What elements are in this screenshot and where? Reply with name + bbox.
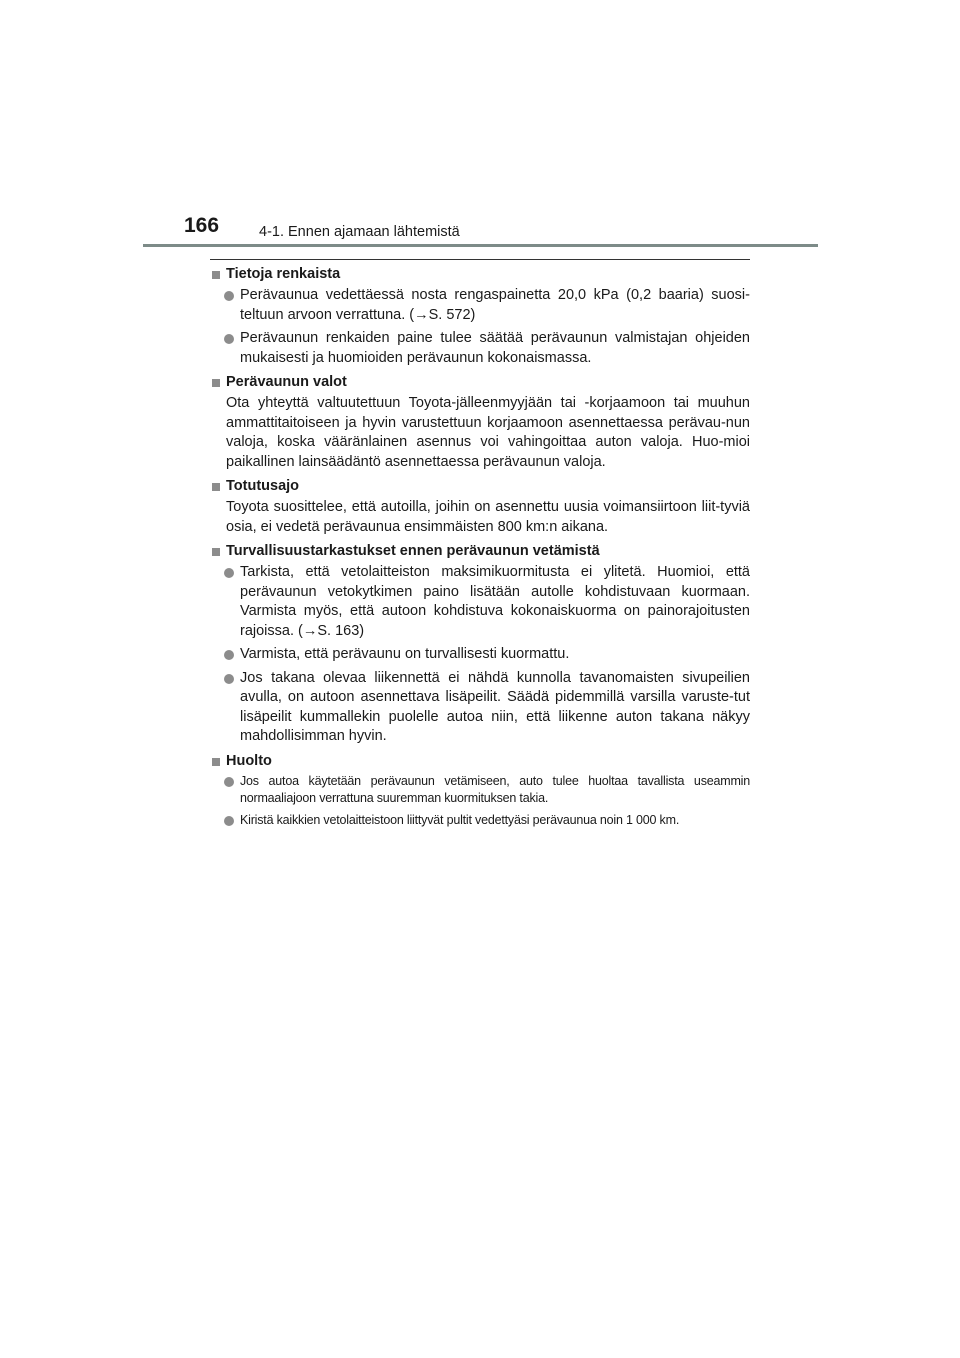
section-maintenance (210, 752, 750, 830)
section-paragraph: Toyota suosittelee, että autoilla, joihin on asennettu uusia voimansiirtoon liit-tyviä osia, ei vedetä perävaunua ensimmäisten 800 km:n aikana. (226, 499, 750, 535)
square-bullet-icon (212, 548, 220, 556)
section-heading-text: Totutusajo (226, 478, 300, 495)
section-tires (210, 265, 750, 368)
section-heading-text: Turvallisuustarkastukset ennen perävaunun vetämistä (226, 543, 600, 560)
section-safety-checks (210, 542, 750, 747)
section-paragraph: Ota yhteyttä valtuutettuun Toyota-jälleenmyyjään tai -korjaamoon tai muuhun ammattitaitoiseen ja hyvin varustettuun korjaamoon asennettaessa perävau-nun valoja, koska vääränlainen asennus voi vahingoittaa auton valoja. Huo-mioi paikallinen lainsäädäntö asennettaessa perävaunun valoja. (226, 395, 750, 470)
section-heading-text: Tietoja renkaista (226, 266, 341, 283)
list-item (210, 563, 750, 641)
circle-bullet-icon (224, 568, 234, 578)
content-divider (210, 259, 750, 260)
square-bullet-icon (212, 758, 220, 766)
circle-bullet-icon (224, 291, 234, 301)
list-item (210, 773, 750, 808)
list-item-text: Kiristä kaikkien vetolaitteistoon liittyvät pultit vedettyäsi perävaunua noin 1 000 km. (240, 812, 680, 827)
square-bullet-icon (212, 271, 220, 279)
list-item (210, 669, 750, 747)
circle-bullet-icon (224, 816, 234, 826)
circle-bullet-icon (224, 674, 234, 684)
square-bullet-icon (212, 379, 220, 387)
list-item-text: Jos takana olevaa liikennettä ei nähdä kunnolla tavanomaisten sivupeilien avulla, on autoon asennettava lisäpeilit. Säädä pidemmillä varsilla varuste-tut lisäpeilit kummallekin puolelle autoa niin, että liikenne auton takana näkyy mahdollisimman hyvin. (240, 669, 750, 744)
section-heading (210, 373, 750, 393)
manual-content (210, 265, 750, 834)
list-item-text: Perävaunua vedettäessä nosta rengaspainetta 20,0 kPa (0,2 baaria) suosi-teltuun arvoon verrattuna. (→S. 572) (240, 287, 750, 323)
list-item (210, 329, 750, 368)
list-item (210, 645, 750, 665)
circle-bullet-icon (224, 650, 234, 660)
circle-bullet-icon (224, 334, 234, 344)
list-item-text: Tarkista, että vetolaitteiston maksimikuormitusta ei ylitetä. Huomioi, että perävaunun vetokytkimen paino lisätään autolle kohdistuvaan kuormaan. Varmista myös, että autoon kohdistuva kokonaiskuorma on painorajoitusten rajoissa. (→S. 163) (240, 564, 750, 639)
section-heading (210, 542, 750, 562)
list-item-text: Jos autoa käytetään perävaunun vetämiseen, auto tulee huoltaa tavallista useammin normaaliajoon verrattuna suuremman kuormituksen takia. (240, 773, 750, 805)
section-heading (210, 265, 750, 285)
square-bullet-icon (212, 483, 220, 491)
section-heading (210, 752, 750, 772)
list-item (210, 286, 750, 325)
list-item-text: Perävaunun renkaiden paine tulee säätää perävaunun valmistajan ohjeiden mukaisesti ja huomioiden perävaunun kokonaismassa. (240, 330, 750, 366)
section-break-in (210, 477, 750, 537)
header-rule (143, 244, 818, 247)
section-heading-text: Huolto (226, 752, 272, 769)
section-heading-text: Perävaunun valot (226, 374, 347, 391)
page-number: 166 (184, 214, 220, 237)
list-item-text: Varmista, että perävaunu on turvallisesti kuormattu. (240, 646, 570, 662)
chapter-title: 4-1. Ennen ajamaan lähtemistä (259, 224, 460, 240)
list-item (210, 812, 750, 830)
circle-bullet-icon (224, 777, 234, 787)
section-heading (210, 477, 750, 497)
section-trailer-lights (210, 373, 750, 472)
